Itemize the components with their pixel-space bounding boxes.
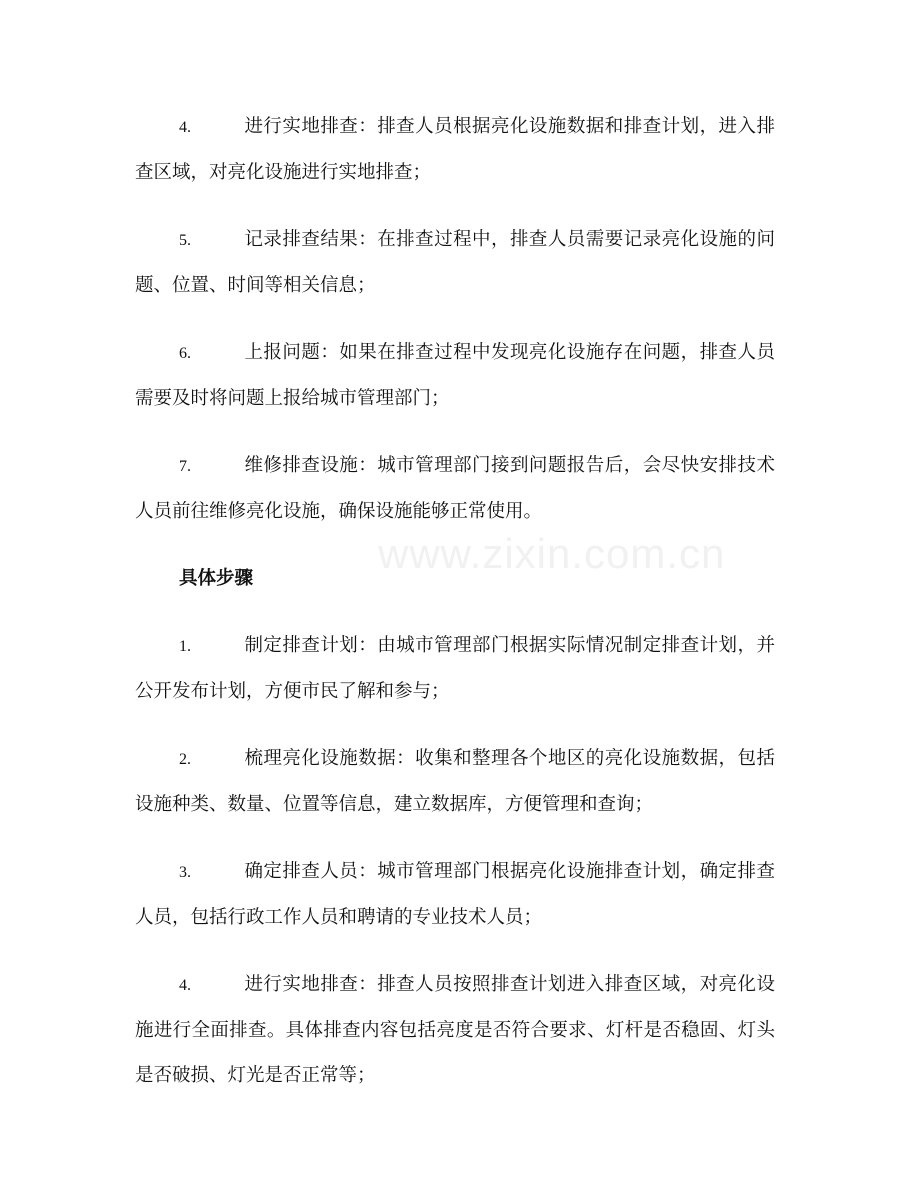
item-text: 进行实地排查：排查人员根据亮化设施数据和排查计划，进入排查区域，对亮化设施进行实地排查； bbox=[135, 116, 775, 183]
section-heading: 具体步骤 bbox=[179, 568, 254, 589]
item-number: 7. bbox=[179, 458, 191, 475]
item-number: 6. bbox=[179, 345, 191, 362]
watermark: www.zixin.com.cn bbox=[378, 530, 726, 577]
list-item bbox=[135, 736, 775, 827]
item-text: 记录排查结果：在排查过程中，排查人员需要记录亮化设施的问题、位置、时间等相关信息； bbox=[135, 229, 775, 296]
list-item bbox=[135, 623, 775, 714]
list-item bbox=[135, 849, 775, 940]
list-item bbox=[135, 217, 775, 308]
list-item bbox=[135, 330, 775, 421]
item-text: 制定排查计划：由城市管理部门根据实际情况制定排查计划，并公开发布计划，方便市民了解和参与； bbox=[135, 635, 775, 702]
item-text: 梳理亮化设施数据：收集和整理各个地区的亮化设施数据，包括设施种类、数量、位置等信息，建立数据库，方便管理和查询； bbox=[135, 748, 775, 815]
item-number: 3. bbox=[179, 864, 191, 881]
item-text: 上报问题：如果在排查过程中发现亮化设施存在问题，排查人员需要及时将问题上报给城市管理部门； bbox=[135, 342, 775, 409]
document-body bbox=[135, 104, 775, 1120]
item-number: 4. bbox=[179, 119, 191, 136]
list-item bbox=[135, 443, 775, 534]
list-item bbox=[135, 962, 775, 1098]
item-number: 5. bbox=[179, 232, 191, 249]
item-text: 维修排查设施：城市管理部门接到问题报告后，会尽快安排技术人员前往维修亮化设施，确保设施能够正常使用。 bbox=[135, 455, 775, 522]
item-number: 2. bbox=[179, 751, 191, 768]
item-text: 确定排查人员：城市管理部门根据亮化设施排查计划，确定排查人员，包括行政工作人员和聘请的专业技术人员； bbox=[135, 861, 775, 928]
list-item bbox=[135, 104, 775, 195]
item-number: 1. bbox=[179, 638, 191, 655]
item-text: 进行实地排查：排查人员按照排查计划进入排查区域，对亮化设施进行全面排查。具体排查内容包括亮度是否符合要求、灯杆是否稳固、灯头是否破损、灯光是否正常等； bbox=[135, 974, 775, 1086]
item-number: 4. bbox=[179, 977, 191, 994]
